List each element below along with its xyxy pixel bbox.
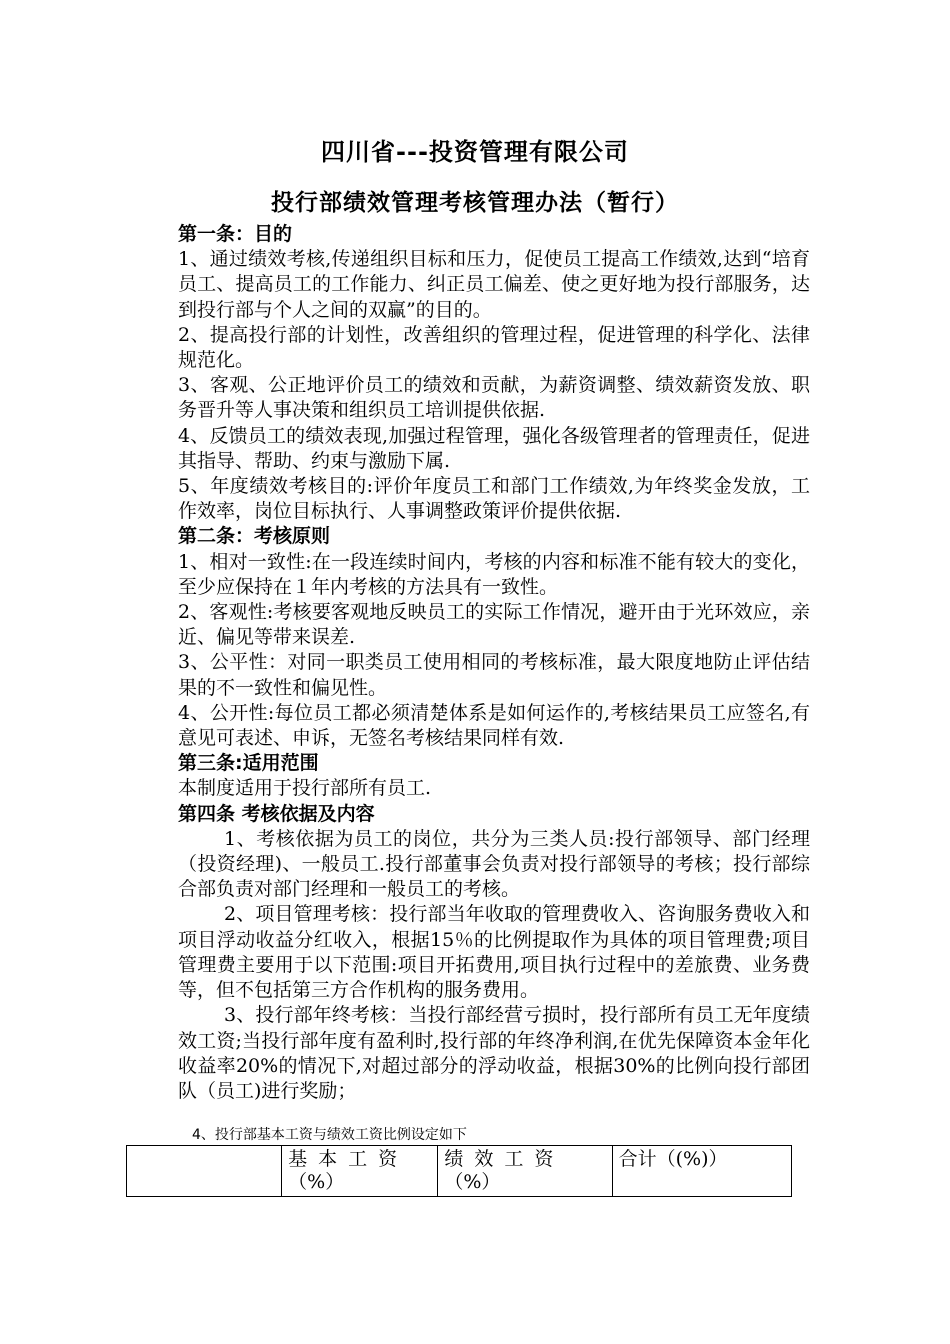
paragraph: 2、客观性:考核要客观地反映员工的实际工作情况，避开由于光环效应，亲近、偏见等带来误差.: [178, 601, 810, 649]
table-caption: 4、投行部基本工资与绩效工资比例设定如下: [192, 1127, 467, 1143]
company-title: 四川省---投资管理有限公司: [321, 138, 629, 166]
document-subtitle: 投行部绩效管理考核管理办法（暂行）: [271, 190, 679, 216]
header-unit: （%）: [288, 1171, 345, 1193]
paragraph: 3、投行部年终考核：当投行部经营亏损时，投行部所有员工无年度绩效工资;当投行部年度有盈利时,投行部的年终净利润,在优先保障资本金年化收益率20%的情况下,对超过部分的浮动收益，根据30%的比例向投行部团队（员工)进行奖励；: [178, 1004, 810, 1102]
paragraph: 2、项目管理考核：投行部当年收取的管理费收入、咨询服务费收入和项目浮动收益分红收入，根据15％的比例提取作为具体的项目管理费;项目管理费主要用于以下范围:项目开拓费用,项目执行过程中的差旅费、业务费等，但不包括第三方合作机构的服务费用。: [178, 903, 810, 1002]
section-heading: 第一条：目的: [178, 223, 293, 245]
header-unit: （%）: [444, 1171, 501, 1193]
table-header-total: [612, 1146, 791, 1197]
paragraph: 1、考核依据为员工的岗位，共分为三类人员:投行部领导、部门经理（投资经理)、一般员工.投行部董事会负责对投行部领导的考核；投行部综合部负责对部门经理和一般员工的考核。: [178, 827, 810, 901]
section-heading: 第二条：考核原则: [178, 525, 331, 548]
header-label: 绩效工资: [444, 1148, 565, 1170]
section-heading: 第四条 考核依据及内容: [178, 802, 375, 825]
table-header-basic-salary: [282, 1146, 438, 1197]
table-header-row: [127, 1146, 792, 1197]
paragraph: 2、提高投行部的计划性，改善组织的管理过程，促进管理的科学化、法律规范化。: [178, 323, 810, 372]
paragraph: 1、相对一致性:在一段连续时间内，考核的内容和标准不能有较大的变化，至少应保持在１年内考核的方法具有一致性。: [178, 550, 810, 598]
section-heading: 第三条:适用范围: [178, 752, 319, 775]
header-label: 合计（(%)）: [618, 1148, 728, 1170]
table-cell-empty: [127, 1146, 282, 1197]
table-header-performance-salary: [438, 1146, 612, 1197]
paragraph: 4、反馈员工的绩效表现,加强过程管理，强化各级管理者的管理责任，促进其指导、帮助、约束与激励下属.: [178, 424, 810, 472]
paragraph: 本制度适用于投行部所有员工.: [178, 777, 432, 800]
paragraph: 1、通过绩效考核,传递组织目标和压力，促使员工提高工作绩效,达到“培育员工、提高员工的工作能力、纠正员工偏差、使之更好地为投行部服务，达到投行部与个人之间的双赢”的目的。: [178, 248, 810, 321]
salary-ratio-table: [126, 1145, 792, 1197]
paragraph: 5、年度绩效考核目的:评价年度员工和部门工作绩效,为年终奖金发放，工作效率，岗位目标执行、人事调整政策评价提供依据.: [178, 475, 810, 523]
header-label: 基本工资: [288, 1148, 409, 1170]
document-body: [178, 222, 810, 1104]
paragraph: 4、公开性:每位员工都必须清楚体系是如何运作的,考核结果员工应签名,有意见可表述、申诉，无签名考核结果同样有效.: [178, 701, 810, 750]
paragraph: 3、客观、公正地评价员工的绩效和贡献，为薪资调整、绩效薪资发放、职务晋升等人事决策和组织员工培训提供依据.: [178, 374, 810, 422]
paragraph: 3、公平性：对同一职类员工使用相同的考核标准，最大限度地防止评估结果的不一致性和偏见性。: [178, 651, 810, 699]
